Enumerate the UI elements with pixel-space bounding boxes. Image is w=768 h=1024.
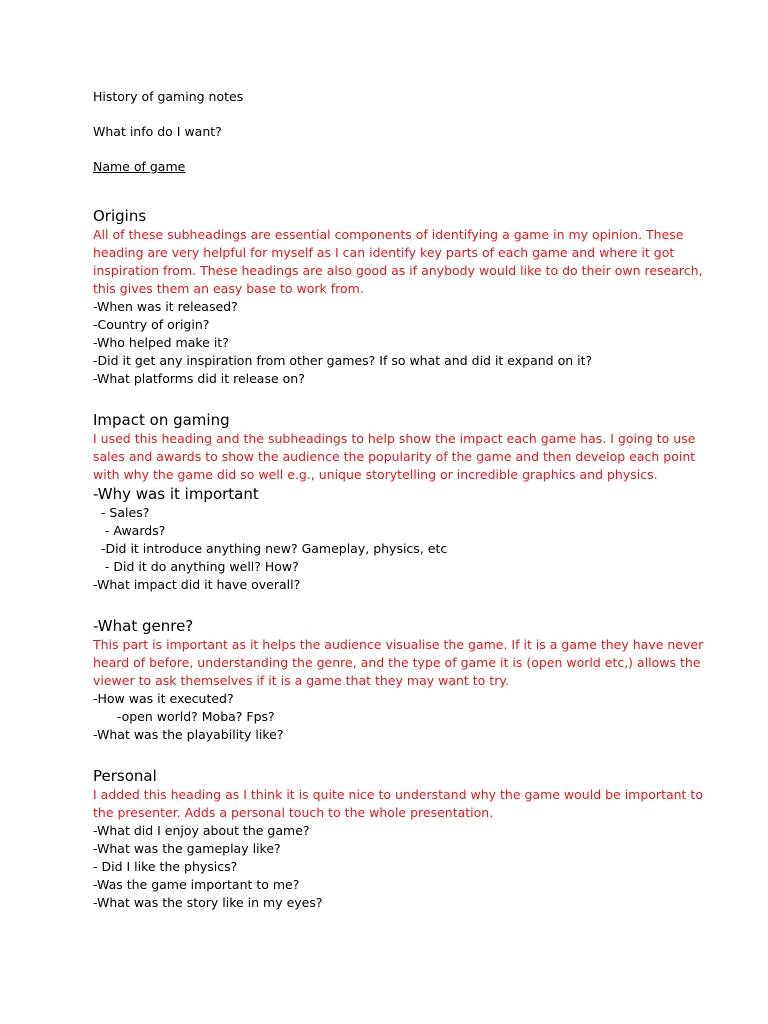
list-item: -Did it introduce anything new? Gameplay, physics, etc [93, 541, 448, 556]
personal-note: I added this heading as I think it is quite nice to understand why the game would be important to the presenter. Adds a personal touch to the whole presentation. [93, 787, 703, 820]
list-item: -What was the gameplay like? [93, 841, 281, 856]
list-item: - Awards? [93, 523, 166, 538]
list-item: -What did I enjoy about the game? [93, 823, 310, 838]
list-item: -When was it released? [93, 299, 238, 314]
list-item: - Did it do anything well? How? [93, 559, 299, 574]
why-important-subheading: -Why was it important [93, 485, 259, 503]
list-item: - Sales? [93, 505, 150, 520]
list-item: -Did it get any inspiration from other games? If so what and did it expand on it? [93, 353, 593, 368]
list-item: -Was the game important to me? [93, 877, 300, 892]
document-page [93, 88, 713, 912]
impact-heading: Impact on gaming [93, 411, 230, 429]
list-item: -What platforms did it release on? [93, 371, 305, 386]
personal-heading: Personal [93, 767, 157, 785]
origins-heading: Origins [93, 207, 147, 225]
genre-heading: -What genre? [93, 617, 194, 635]
list-item: - Did I like the physics? [93, 859, 238, 874]
list-item: -What impact did it have overall? [93, 577, 301, 592]
list-item: -open world? Moba? Fps? [93, 709, 275, 724]
origins-note: All of these subheadings are essential components of identifying a game in my opinion. These heading are very helpful for myself as I can identify key parts of each game and where it got inspiration from. These headings are also good as if anybody would like to do their own research, this gives them an easy base to work from. [93, 227, 703, 296]
impact-note: I used this heading and the subheadings to help show the impact each game has. I going to use sales and awards to show the audience the popularity of the game and then develop each point with why the game did so well e.g., unique storytelling or incredible graphics and physics. [93, 431, 696, 482]
list-item: -Who helped make it? [93, 335, 229, 350]
genre-note: This part is important as it helps the audience visualise the game. If it is a game they have never heard of before, understanding the genre, and the type of game it is (open world etc,) allows the viewer to ask themselves if it is a game that they may want to try. [93, 637, 704, 688]
list-item: -Country of origin? [93, 317, 210, 332]
doc-question: What info do I want? [93, 124, 222, 139]
doc-title: History of gaming notes [93, 89, 244, 104]
name-of-game-label: Name of game [93, 159, 186, 174]
list-item: -What was the playability like? [93, 727, 284, 742]
list-item: -What was the story like in my eyes? [93, 895, 323, 910]
list-item: -How was it executed? [93, 691, 234, 706]
